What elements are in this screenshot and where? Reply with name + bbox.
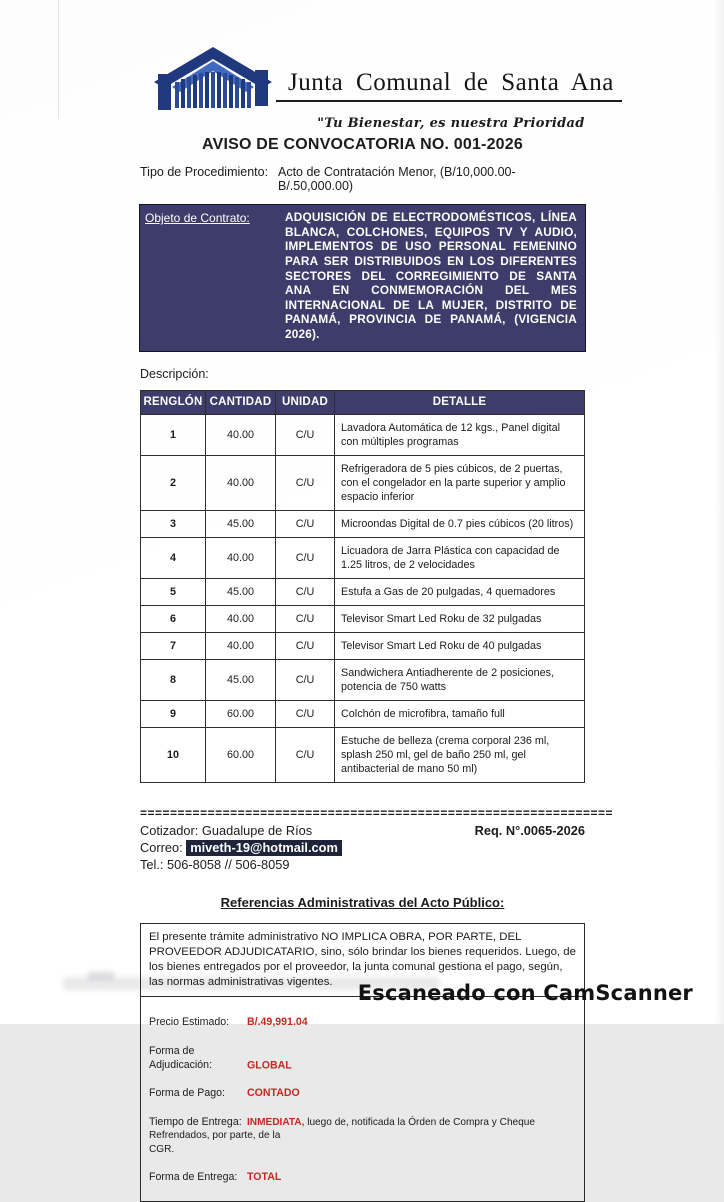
org-name: Junta Comunal de Santa Ana [288, 69, 614, 96]
cell-renglon: 4 [141, 537, 206, 578]
admin-intro-paragraph: El presente trámite administrativo NO IMPLICA OBRA, POR PARTE, DEL PROVEEDOR ADJUDICATARIO, sino, sólo brindar los bienes requeridos. Luego, de los bienes entregados por el proveedor, la junta comunal gestiona el pago, según, las normas administrativas vigentes. [141, 924, 584, 997]
procedure-row [140, 165, 585, 193]
admin-item-label: Forma de Adjudicación: [149, 1044, 213, 1071]
admin-references-heading: Referencias Administrativas del Acto Público: [220, 895, 505, 911]
cell-cantidad: 40.00 [206, 414, 276, 455]
cell-cantidad: 40.00 [206, 537, 276, 578]
admin-item-value: GLOBAL [247, 1058, 292, 1071]
cell-cantidad: 40.00 [206, 455, 276, 510]
cell-detalle: Televisor Smart Led Roku de 40 pulgadas [335, 632, 585, 659]
building-columns-icon [150, 46, 276, 114]
cell-detalle: Microondas Digital de 0.7 pies cúbicos (20 litros) [335, 510, 585, 537]
cell-renglon: 7 [141, 632, 206, 659]
header-renglon: RENGLÓN [141, 390, 206, 414]
cotizador-label: Cotizador: [140, 823, 199, 839]
cell-detalle: Colchón de microfibra, tamaño full [335, 700, 585, 727]
header-cantidad: CANTIDAD [206, 390, 276, 414]
admin-item-rest: luego de, notificada la Órden de Compra y Cheque Refrendados, por parte, de la [149, 1116, 536, 1142]
admin-item-rest2: CGR. [149, 1143, 175, 1155]
cell-cantidad: 60.00 [206, 700, 276, 727]
admin-item-value: B/.49,991.04 [247, 1016, 308, 1029]
contact-block [140, 823, 585, 873]
req-number: Req. N°.0065-2026 [474, 823, 585, 839]
cell-detalle: Lavadora Automática de 12 kgs., Panel digital con múltiples programas [335, 414, 585, 455]
cell-unidad: C/U [276, 537, 335, 578]
org-tagline: "Tu Bienestar, es nuestra Prioridad [317, 116, 585, 131]
table-row [141, 700, 585, 727]
cell-unidad: C/U [276, 700, 335, 727]
contract-object-label: Objeto de Contrato: [145, 211, 250, 225]
items-table-body [141, 414, 585, 783]
admin-item-value: CONTADO [247, 1087, 300, 1100]
admin-item-row [149, 1015, 576, 1029]
admin-item-label: Precio Estimado: [149, 1016, 230, 1029]
admin-item-row [149, 1170, 576, 1184]
org-title-block [276, 69, 622, 131]
table-row [141, 455, 585, 510]
scan-artifact-line [58, 0, 59, 118]
procedure-label: Tipo de Procedimiento: [140, 165, 269, 179]
cell-renglon: 9 [141, 700, 206, 727]
cotizador-line [140, 823, 585, 839]
contract-object-text: ADQUISICIÓN DE ELECTRODOMÉSTICOS, LÍNEA BLANCA, COLCHONES, EQUIPOS TV Y AUDIO, IMPLEMENTOS DE USO PERSONAL FEMENINO PARA SER DISTRIBUIDOS EN LOS DIFERENTES SECTORES DEL CORREGIMIENTO DE SANTA ANA EN CONMEMORACIÓN DEL MES INTERNACIONAL DE LA MUJER, DISTRITO DE PANAMÁ, PROVINCIA DE PANAMÁ, (VIGENCIA 2026). [285, 210, 577, 341]
cell-detalle: Refrigeradora de 5 pies cúbicos, de 2 puertas, con el congelador en la parte superior y amplio espacio inferior [335, 455, 585, 510]
cell-unidad: C/U [276, 578, 335, 605]
table-row [141, 632, 585, 659]
cell-renglon: 5 [141, 578, 206, 605]
procedure-value: Acto de Contratación Menor, (B/10,000.00-B/.50,000.00) [278, 165, 516, 193]
items-table [140, 390, 585, 783]
cell-unidad: C/U [276, 510, 335, 537]
cell-renglon: 10 [141, 728, 206, 783]
header-unidad: UNIDAD [276, 390, 335, 414]
tel-value: 506-8058 // 506-8059 [167, 857, 290, 873]
cell-cantidad: 45.00 [206, 510, 276, 537]
admin-item-value: TOTAL [247, 1171, 282, 1184]
cell-unidad: C/U [276, 414, 335, 455]
admin-item-label: Forma de Pago: [149, 1087, 225, 1100]
contract-object-box [140, 205, 585, 351]
cell-unidad: C/U [276, 659, 335, 700]
tel-label: Tel.: [140, 857, 164, 873]
cell-unidad: C/U [276, 632, 335, 659]
cell-unidad: C/U [276, 455, 335, 510]
table-row [141, 728, 585, 783]
email-highlight: miveth-19@hotmail.com [186, 840, 342, 856]
notice-title: AVISO DE CONVOCATORIA NO. 001-2026 [202, 136, 523, 153]
cell-cantidad: 45.00 [206, 659, 276, 700]
document-header [150, 46, 614, 131]
cell-renglon: 2 [141, 455, 206, 510]
cell-renglon: 8 [141, 659, 206, 700]
table-row [141, 659, 585, 700]
cell-renglon: 1 [141, 414, 206, 455]
admin-references-box [140, 923, 585, 1202]
admin-item-label: Tiempo de Entrega: [149, 1115, 242, 1128]
cell-renglon: 6 [141, 605, 206, 632]
cell-renglon: 3 [141, 510, 206, 537]
admin-item-row [149, 1044, 576, 1073]
table-row [141, 510, 585, 537]
correo-label: Correo: [140, 840, 183, 856]
cell-cantidad: 60.00 [206, 728, 276, 783]
cell-detalle: Televisor Smart Led Roku de 32 pulgadas [335, 605, 585, 632]
cell-detalle: Estuche de belleza (crema corporal 236 ml, splash 250 ml, gel de baño 250 ml, gel antibacterial de mano 50 ml) [335, 728, 585, 783]
table-row [141, 578, 585, 605]
cell-cantidad: 40.00 [206, 632, 276, 659]
cotizador-name: Guadalupe de Ríos [201, 823, 313, 839]
table-row [141, 537, 585, 578]
cell-unidad: C/U [276, 728, 335, 783]
description-label: Descripción: [140, 366, 209, 381]
cell-detalle: Licuadora de Jarra Plástica con capacidad de 1.25 litros, de 2 velocidades [335, 537, 585, 578]
admin-item-row [149, 1086, 576, 1100]
cotizador-text [140, 823, 312, 839]
header-detalle: DETALLE [335, 390, 585, 414]
camscanner-mark: Escaneado con CamScanner [357, 981, 693, 1005]
admin-item-value: INMEDIATA, [247, 1116, 305, 1128]
cell-detalle: Sandwichera Antiadherente de 2 posiciones, potencia de 750 watts [335, 659, 585, 700]
separator-line: =============================================================== [140, 806, 613, 821]
admin-item-label: Forma de Entrega: [149, 1171, 238, 1184]
cell-detalle: Estufa a Gas de 20 pulgadas, 4 quemadores [335, 578, 585, 605]
table-row [141, 605, 585, 632]
scan-edge-shadow [714, 0, 724, 1024]
cell-cantidad: 40.00 [206, 605, 276, 632]
items-table-header-row [141, 390, 585, 414]
correo-line [140, 840, 585, 856]
scan-smudge-small [88, 971, 114, 980]
admin-items [141, 997, 584, 1200]
admin-item-row [149, 1115, 576, 1157]
cell-cantidad: 45.00 [206, 578, 276, 605]
table-row [141, 414, 585, 455]
cell-unidad: C/U [276, 605, 335, 632]
tel-line [140, 857, 585, 873]
